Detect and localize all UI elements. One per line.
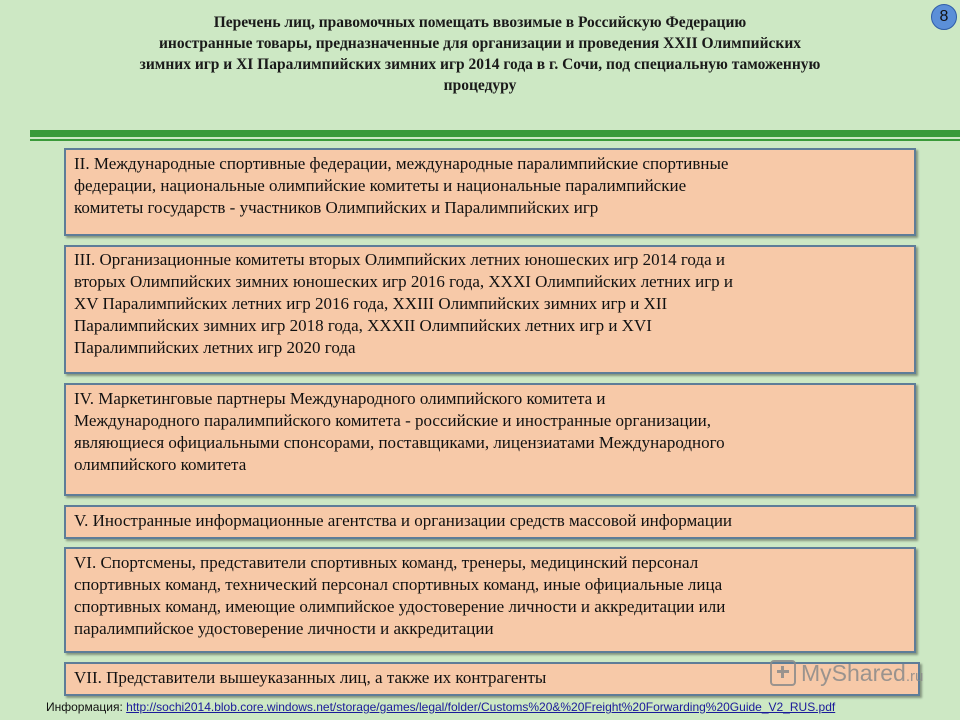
category-box-ii: [64, 148, 916, 236]
category-text-line: Международного паралимпийского комитета - российские и иностранные организации,: [74, 411, 712, 430]
category-box-vi: [64, 547, 916, 653]
category-text-line: федерации, национальные олимпийские комитеты и национальные паралимпийские: [74, 176, 687, 195]
watermark-logo: [770, 656, 923, 690]
category-text-line: III. Организационные комитеты вторых Олимпийских летних юношеских игр 2014 года и: [74, 250, 725, 269]
category-box-iii: [64, 245, 916, 374]
title-divider-thin: [30, 139, 960, 141]
watermark-icon: [770, 660, 796, 686]
title-divider: [30, 130, 960, 137]
category-text-line: комитеты государств - участников Олимпийских и Паралимпийских игр: [74, 198, 599, 217]
page-number-badge: 8: [931, 4, 957, 30]
category-text-line: VII. Представители вышеуказанных лиц, а также их контрагенты: [74, 668, 547, 687]
watermark-suffix: .ru: [905, 667, 924, 685]
category-text-line: Паралимпийских летних игр 2020 года: [74, 338, 356, 357]
category-text-line: V. Иностранные информационные агентства и организации средств массовой информации: [74, 511, 733, 530]
category-text-line: паралимпийское удостоверение личности и аккредитации: [74, 619, 494, 638]
category-text-line: спортивных команд, имеющие олимпийское удостоверение личности и аккредитации или: [74, 597, 726, 616]
title-line: зимних игр и XI Паралимпийских зимних игр 2014 года в г. Сочи, под специальную таможенную: [139, 56, 821, 73]
category-text-line: VI. Спортсмены, представители спортивных команд, тренеры, медицинский персонал: [74, 553, 699, 572]
source-footer: [46, 700, 946, 718]
category-text-line: являющиеся официальными спонсорами, поставщиками, лицензиатами Международного: [74, 433, 725, 452]
footer-label: Информация:: [46, 700, 127, 714]
category-text-line: вторых Олимпийских зимних юношеских игр 2016 года, XXXI Олимпийских летних игр и: [74, 272, 734, 291]
category-text-line: IV. Маркетинговые партнеры Международного олимпийского комитета и: [74, 389, 606, 408]
title-line: иностранные товары, предназначенные для организации и проведения XXII Олимпийских: [158, 35, 802, 52]
category-text-line: олимпийского комитета: [74, 455, 247, 474]
slide-title: [40, 12, 920, 96]
category-box-iv: [64, 383, 916, 496]
title-line: Перечень лиц, правомочных помещать ввозимые в Российскую Федерацию: [213, 14, 747, 31]
category-text-line: II. Международные спортивные федерации, международные паралимпийские спортивные: [74, 154, 729, 173]
title-line: процедуру: [443, 77, 517, 94]
watermark-brand: MyShared: [801, 659, 906, 686]
category-box-v: [64, 505, 916, 539]
category-text-line: спортивных команд, технический персонал спортивных команд, иные официальные лица: [74, 575, 723, 594]
source-link[interactable]: http://sochi2014.blob.core.windows.net/storage/games/legal/folder/Customs%20&%20Freight%20Forwarding%20Guide_V2_RUS.pdf: [126, 700, 836, 714]
category-text-line: Паралимпийских зимних игр 2018 года, XXXII Олимпийских летних игр и XVI: [74, 316, 652, 335]
category-text-line: XV Паралимпийских летних игр 2016 года, XXIII Олимпийских зимних игр и XII: [74, 294, 668, 313]
